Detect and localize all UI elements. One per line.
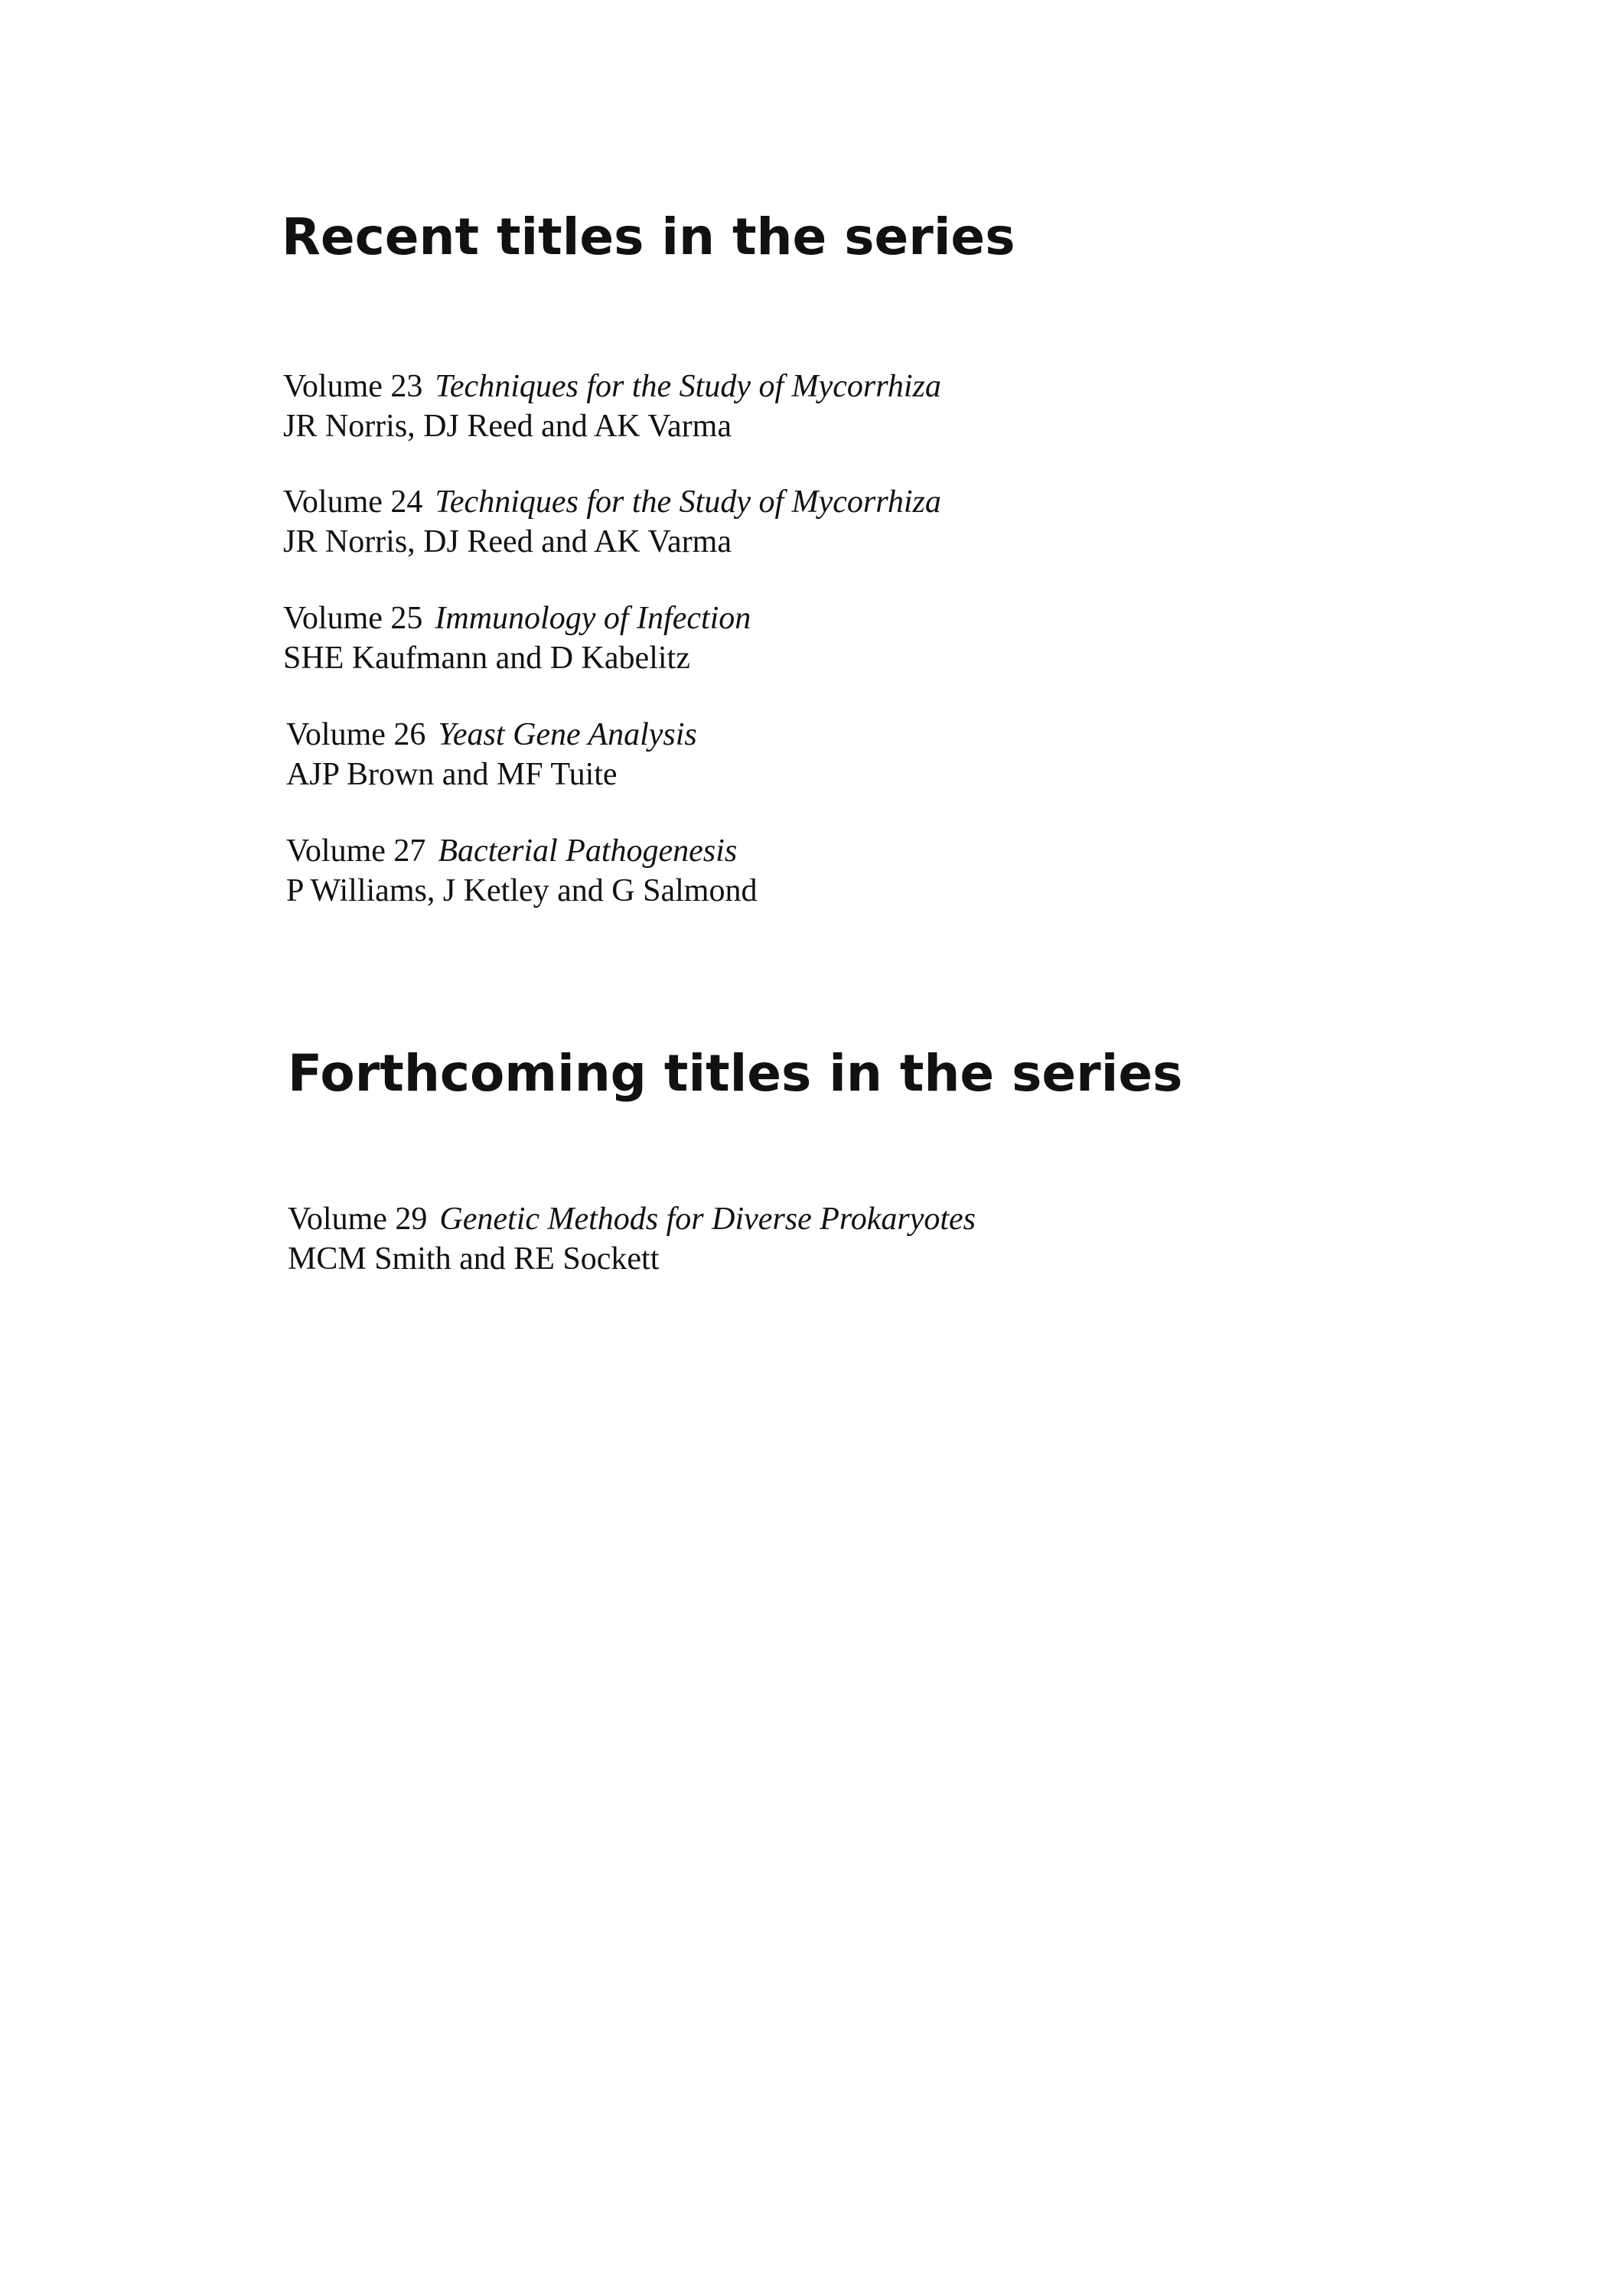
volume-number: Volume 29: [288, 1202, 428, 1237]
series-entry: [283, 482, 941, 562]
series-entry: [288, 1199, 976, 1279]
entry-title-line: [283, 598, 751, 638]
entry-title-line: [286, 831, 757, 871]
volume-authors: JR Norris, DJ Reed and AK Varma: [283, 524, 732, 559]
entry-title-line: [283, 367, 941, 406]
entry-title-line: [286, 715, 697, 755]
volume-number: Volume 25: [283, 601, 423, 636]
volume-authors: JR Norris, DJ Reed and AK Varma: [283, 409, 732, 444]
volume-title: Bacterial Pathogenesis: [438, 833, 738, 869]
volume-authors: P Williams, J Ketley and G Salmond: [286, 873, 758, 908]
entry-title-line: [288, 1199, 976, 1239]
volume-title: Yeast Gene Analysis: [438, 717, 697, 752]
series-entry: [283, 598, 751, 678]
volume-number: Volume 24: [283, 484, 423, 520]
volume-number: Volume 27: [286, 833, 426, 869]
volume-authors: MCM Smith and RE Sockett: [288, 1241, 660, 1277]
volume-number: Volume 26: [286, 717, 426, 752]
series-entry: [286, 831, 757, 911]
series-entry: [286, 715, 697, 794]
volume-number: Volume 23: [283, 369, 423, 404]
recent-titles-heading: Recent titles in the series: [282, 207, 1015, 266]
volume-title: Immunology of Infection: [435, 601, 751, 636]
volume-title: Genetic Methods for Diverse Prokaryotes: [439, 1202, 976, 1237]
volume-title: Techniques for the Study of Mycorrhiza: [435, 369, 941, 404]
series-entry: [283, 367, 941, 446]
forthcoming-titles-heading: Forthcoming titles in the series: [288, 1044, 1183, 1103]
volume-authors: AJP Brown and MF Tuite: [286, 757, 618, 792]
entry-title-line: [283, 482, 941, 522]
volume-authors: SHE Kaufmann and D Kabelitz: [283, 641, 690, 676]
volume-title: Techniques for the Study of Mycorrhiza: [435, 484, 941, 520]
